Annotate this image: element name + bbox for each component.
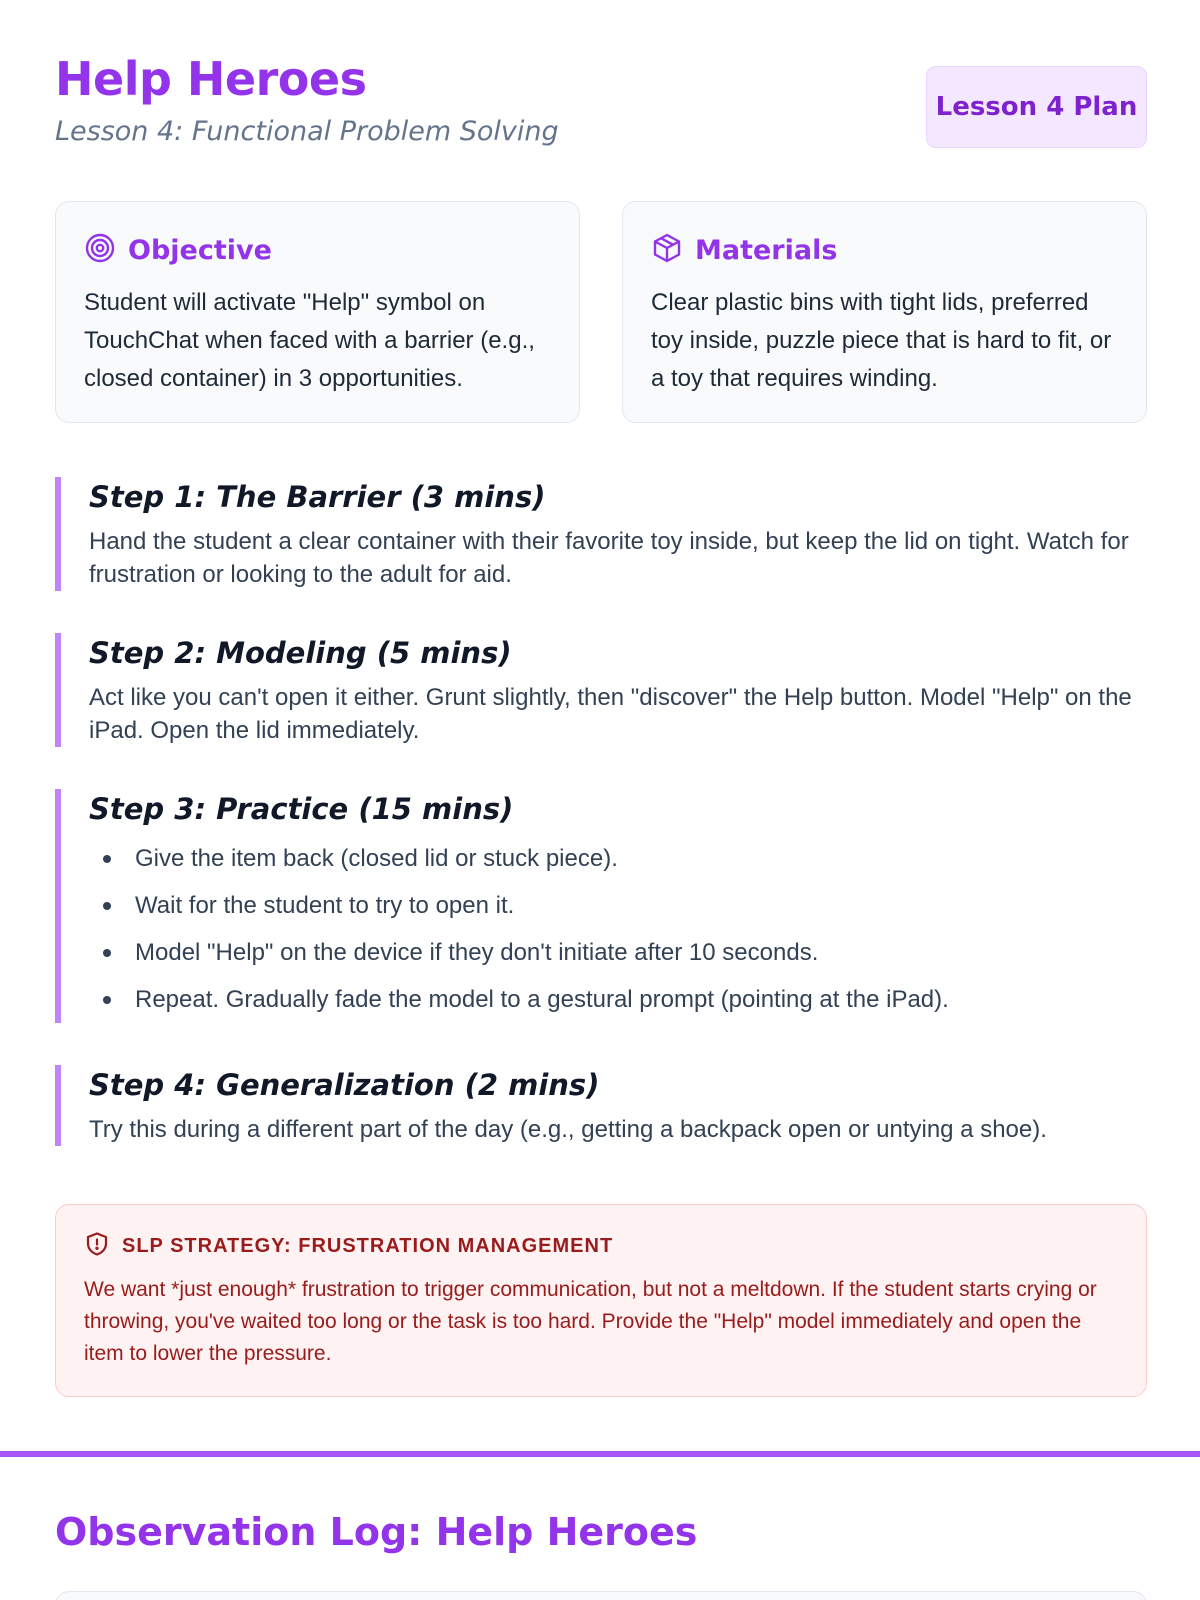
page-header — [55, 52, 1147, 162]
page-subtitle: Lesson 4: Functional Problem Solving — [55, 116, 559, 147]
page-title: Help Heroes — [55, 52, 367, 106]
step-1 — [55, 477, 1147, 591]
lesson-steps — [55, 477, 1147, 1188]
step-title: Step 1: The Barrier (3 mins) — [89, 480, 546, 514]
box-icon — [651, 232, 683, 269]
observation-log-card — [55, 1591, 1147, 1600]
target-icon — [84, 232, 116, 269]
materials-label: Materials — [695, 234, 838, 266]
step-3 — [55, 789, 1147, 1023]
lesson-plan-badge: Lesson 4 Plan — [926, 66, 1147, 148]
step-text: Hand the student a clear container with their favorite toy inside, but keep the lid on tight. Watch for frustration or looking to the adult for aid. — [89, 528, 1129, 588]
info-cards — [55, 201, 1147, 423]
list-item: Repeat. Gradually fade the model to a gestural prompt (pointing at the iPad). — [89, 976, 1147, 1023]
strategy-label: SLP STRATEGY: FRUSTRATION MANAGEMENT — [122, 1235, 614, 1257]
step-title: Step 2: Modeling (5 mins) — [89, 636, 512, 670]
list-item: Wait for the student to try to open it. — [89, 882, 1147, 929]
objective-card — [55, 201, 580, 423]
strategy-text: We want *just enough* frustration to trigger communication, but not a meltdown. If the student starts crying or throwing, you've waited too long or the task is too hard. Provide the "Help" model immediately and open the item to lower the pressure. — [84, 1278, 1097, 1365]
strategy-header — [84, 1231, 1118, 1262]
objective-text: Student will activate "Help" symbol on TouchChat when faced with a barrier (e.g., closed container) in 3 opportunities. — [84, 289, 535, 392]
step-4 — [55, 1065, 1147, 1146]
materials-text: Clear plastic bins with tight lids, preferred toy inside, puzzle piece that is hard to fit, or a toy that requires winding. — [651, 289, 1112, 392]
section-divider — [0, 1451, 1200, 1457]
slp-strategy-callout — [55, 1204, 1147, 1397]
step-bullet-list — [89, 835, 1147, 1023]
step-2 — [55, 633, 1147, 747]
shield-alert-icon — [84, 1231, 110, 1262]
objective-header — [84, 232, 551, 268]
observation-log-title: Observation Log: Help Heroes — [55, 1510, 698, 1554]
step-text: Try this during a different part of the day (e.g., getting a backpack open or untying a shoe). — [89, 1116, 1047, 1143]
list-item: Give the item back (closed lid or stuck piece). — [89, 835, 1147, 882]
step-title: Step 4: Generalization (2 mins) — [89, 1068, 600, 1102]
step-title: Step 3: Practice (15 mins) — [89, 792, 514, 826]
materials-card — [622, 201, 1147, 423]
objective-label: Objective — [128, 234, 272, 266]
list-item: Model "Help" on the device if they don't initiate after 10 seconds. — [89, 929, 1147, 976]
step-text: Act like you can't open it either. Grunt slightly, then "discover" the Help button. Model "Help" on the iPad. Open the lid immediately. — [89, 684, 1132, 744]
materials-header — [651, 232, 1118, 268]
